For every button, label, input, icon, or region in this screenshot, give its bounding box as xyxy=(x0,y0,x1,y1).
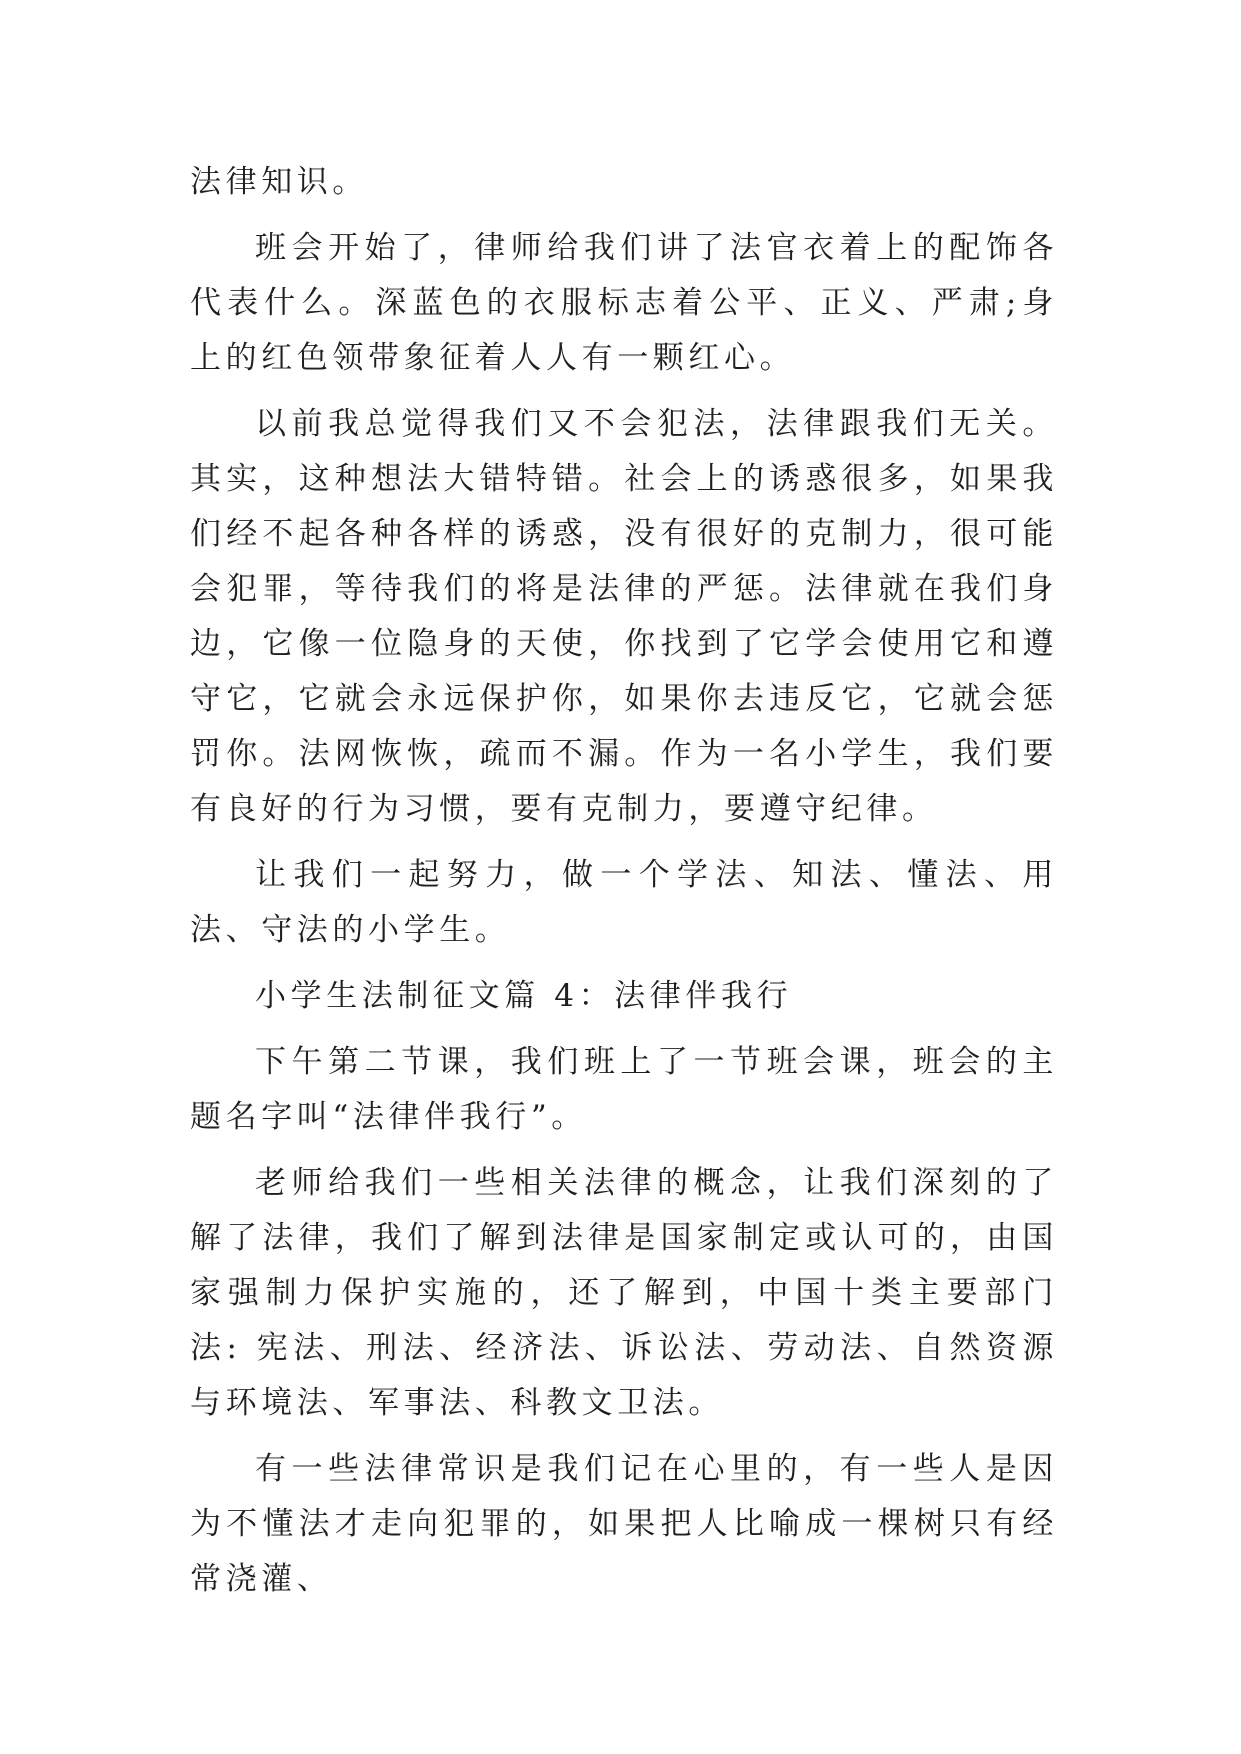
paragraph-class-meeting-start: 班会开始了，律师给我们讲了法官衣着上的配饰各代表什么。深蓝色的衣服标志着公平、正义、严肃;身上的红色领带象征着人人有一颗红心。 xyxy=(190,230,1058,376)
paragraph-law-concepts: 老师给我们一些相关法律的概念，让我们深刻的了解了法律，我们了解到法律是国家制定或认可的，由国家强制力保护实施的，还了解到，中国十类主要部门法: 宪法、刑法、经济法、诉讼法、劳动法、自然资源与环境法、军事法、科教文卫法。 xyxy=(190,1165,1058,1421)
paragraph-continuation: 法律知识。 xyxy=(190,164,368,200)
paragraph-call-to-action: 让我们一起努力，做一个学法、知法、懂法、用法、守法的小学生。 xyxy=(190,857,1058,948)
paragraph-class-theme: 下午第二节课，我们班上了一节班会课，班会的主题名字叫“法律伴我行”。 xyxy=(190,1044,1058,1135)
document-body xyxy=(190,155,1058,1618)
paragraph-law-around-us: 以前我总觉得我们又不会犯法，法律跟我们无关。其实，这种想法大错特错。社会上的诱惑很多，如果我们经不起各种各样的诱惑，没有很好的克制力，很可能会犯罪，等待我们的将是法律的严惩。法律就在我们身边，它像一位隐身的天使，你找到了它学会使用它和遵守它，它就会永远保护你，如果你去违反它，它就会惩罚你。法网恢恢，疏而不漏。作为一名小学生，我们要有良好的行为习惯，要有克制力，要遵守纪律。 xyxy=(190,406,1058,827)
section-heading: 小学生法制征文篇 4：法律伴我行 xyxy=(255,978,793,1014)
paragraph-legal-knowledge: 有一些法律常识是我们记在心里的，有一些人是因为不懂法才走向犯罪的，如果把人比喻成一棵树只有经常浇灌、 xyxy=(190,1451,1058,1597)
